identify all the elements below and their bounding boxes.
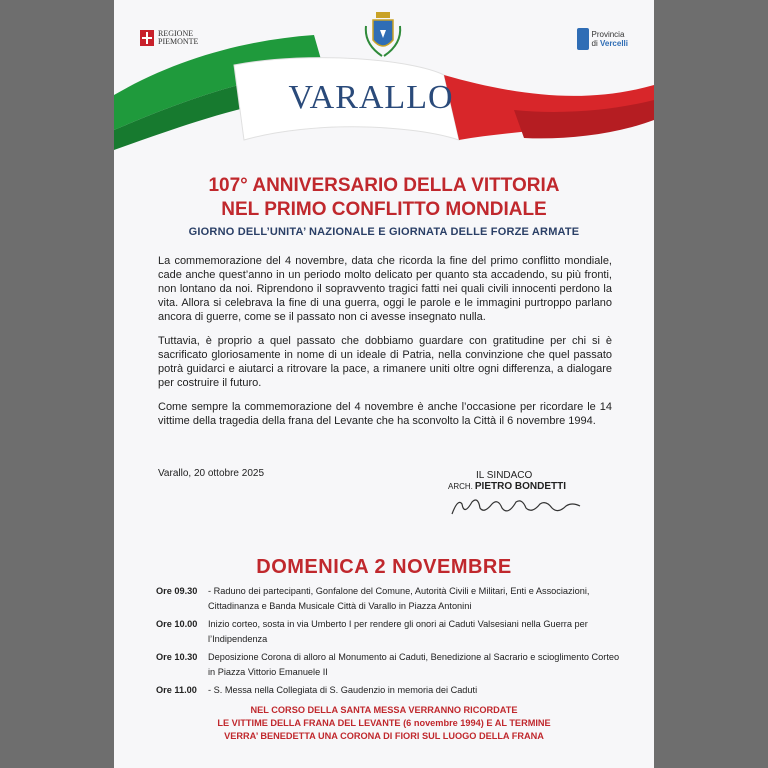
mayor-title-prefix: ARCH. [448,482,473,491]
body-text [158,254,612,438]
program-description: Deposizione Corona di alloro al Monumento ai Caduti, Benedizione al Sacrario e scioglimento Corteo in Piazza Vittorio Emanuele II [208,652,620,677]
event-date-title: DOMENICA 2 NOVEMBRE [256,556,512,578]
regione-piemonte-logo [140,30,198,46]
handwritten-signature [448,494,588,520]
title-block [114,174,654,238]
program-description: Inizio corteo, sosta in via Umberto I per rendere gli onori ai Caduti Valsesiani nella Guerra per l’Indipendenza [208,619,588,644]
subtitle: GIORNO DELL’UNITA’ NAZIONALE E GIORNATA DELLE FORZE ARMATE [188,226,580,238]
footer-line3: VERRA’ BENEDETTA UNA CORONA DI FIORI SUL LUOGO DELLA FRANA [224,731,544,741]
piemonte-crest-icon [140,30,154,46]
mayor-name: PIETRO BONDETTI [474,481,567,492]
paragraph-3: Come sempre la commemorazione del 4 novembre è anche l’occasione per ricordare le 14 vittime della tragedia della frana del Levante che ha sconvolto la Città il 6 novembre 1994. [158,401,612,427]
program-row [156,617,626,647]
program-row [156,650,626,680]
program-row [156,683,626,698]
place-date: Varallo, 20 ottobre 2025 [158,468,265,479]
mayor-signature-block [448,470,598,520]
region-line2: PIEMONTE [158,37,199,46]
footer-note [114,704,654,743]
program-row [156,584,626,614]
poster [114,0,654,768]
paragraph-1: La commemorazione del 4 novembre, data che ricorda la fine del primo conflitto mondiale, cade anche quest’anno in un periodo molto delicato per quanto sta accadendo, su più fronti, non lontano da noi. Riprendono il sopravvento tragici fatti nei quali civili innocenti perdono la vita. Allora si celebrava la fine di una guerra, oggi le parole e le immagini purtroppo parlano ancora di guerre, come se il passato non ci avesse insegnato nulla. [158,255,612,323]
province-line1: Provincia [591,30,625,39]
region-line1: REGIONE [158,29,194,38]
footer-line2: LE VITTIME DELLA FRANA DEL LEVANTE (6 novembre 1994) E AL TERMINE [217,718,551,728]
program-time: Ore 10.00 [156,619,198,629]
province-prefix: di [591,39,598,48]
event-program [156,584,626,701]
footer-line1: NEL CORSO DELLA SANTA MESSA VERRANNO RICORDATE [250,705,518,715]
title-line2: NEL PRIMO CONFLITTO MONDIALE [221,199,547,220]
paragraph-2: Tuttavia, è proprio a quel passato che dobbiamo guardare con gratitudine per chi si è sacrificato gloriosamente in nome di un ideale di Patria, nella convinzione che quel passato potrà guidarci e aiutarci a ritrovare la pace, a rimanere uniti oltre ogni differenza, a dialogare per costruire il futuro. [158,335,612,389]
varallo-coat-of-arms-icon [360,10,406,62]
program-time: Ore 10.30 [156,652,198,662]
town-name-text: VARALLO [288,79,454,116]
program-time: Ore 09.30 [156,586,198,596]
program-time: Ore 11.00 [156,685,197,695]
program-description: - S. Messa nella Collegiata di S. Gaudenzio in memoria dei Caduti [208,685,478,695]
provincia-emblem-icon [577,28,589,50]
title-line1: 107° ANNIVERSARIO DELLA VITTORIA [208,175,560,196]
mayor-role: IL SINDACO [476,470,533,481]
provincia-vercelli-logo [577,28,629,50]
program-description: - Raduno dei partecipanti, Gonfalone del Comune, Autorità Civili e Militari, Enti e Associazioni, Cittadinanza e Banda Musicale Città di Varallo in Piazza Antonini [208,586,590,611]
province-name: Vercelli [599,39,628,48]
